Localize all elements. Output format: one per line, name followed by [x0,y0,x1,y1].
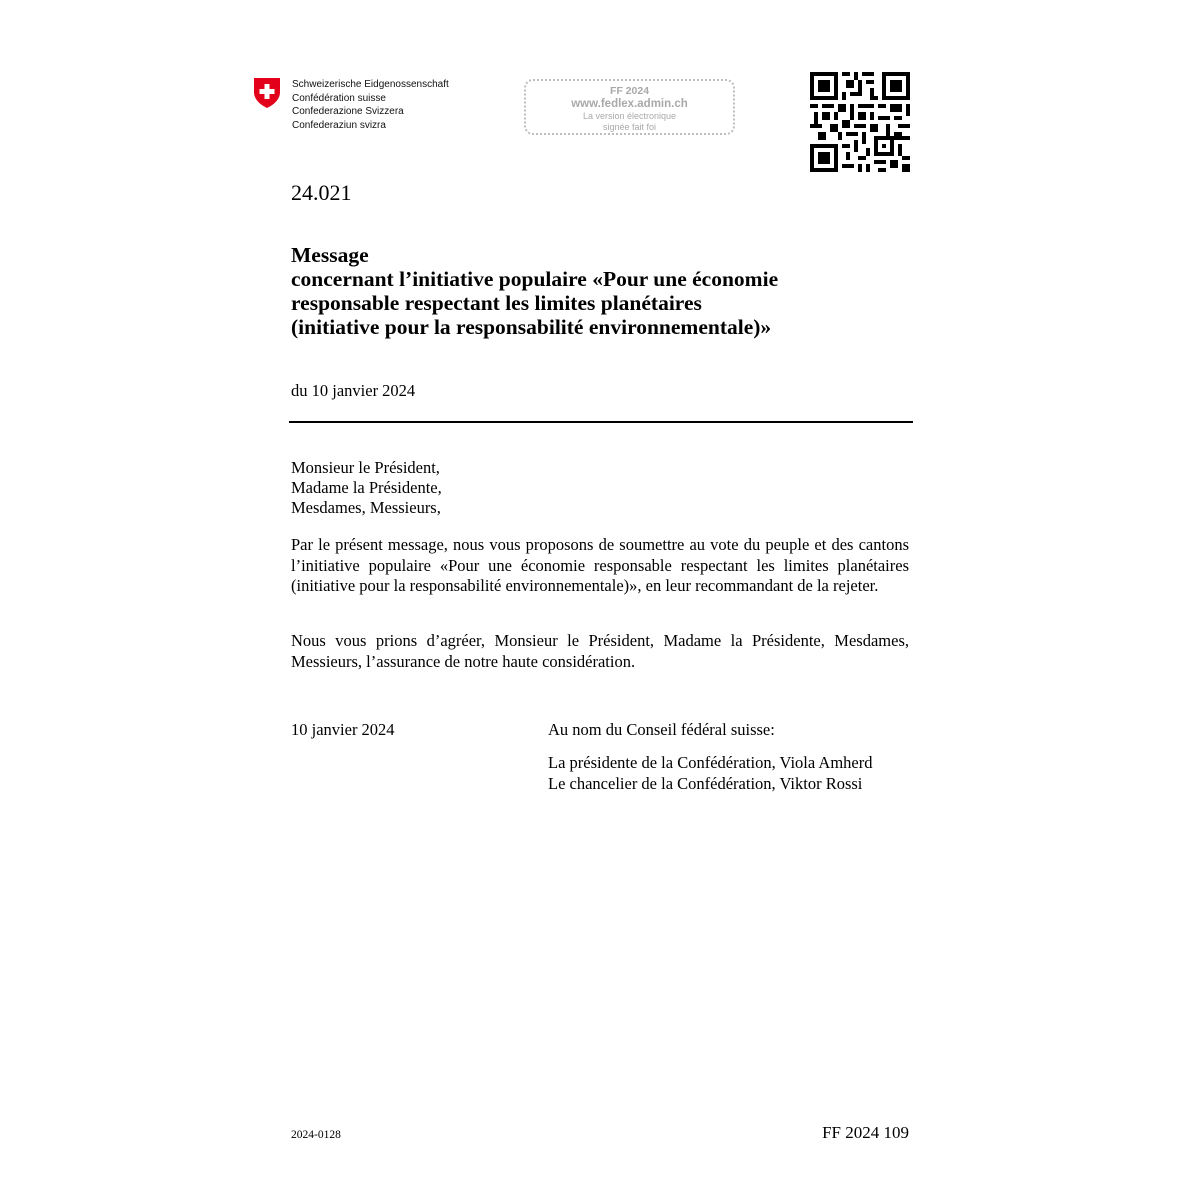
confederation-name-fr: Confédération suisse [292,92,386,104]
title-line: (initiative pour la responsabilité environnementale)» [291,315,772,339]
salutation-line: Madame la Présidente, [291,478,442,497]
signature-date: 10 janvier 2024 [291,720,395,739]
confederation-names [292,78,449,132]
electronic-version-stamp [524,79,735,135]
divider [289,421,913,423]
body-paragraph: Par le présent message, nous vous proposons de soumettre au vote du peuple et des cantons l’initiative populaire «Pour une économie responsable respectant les limites planétaires (initiative pour la responsabilité environnementale)», en leur recommandant de la rejeter. [291,535,909,595]
qr-code[interactable] [810,72,910,172]
stamp-site: www.fedlex.admin.ch [571,98,688,110]
title-line: responsable respectant les limites planétaires [291,291,702,315]
document-number: 24.021 [291,180,352,205]
footer-code: 2024-0128 [291,1129,341,1141]
confederation-name-it: Confederazione Svizzera [292,106,404,117]
document-date: du 10 janvier 2024 [291,381,416,400]
confederation-name-rm: Confederaziun svizra [292,119,386,131]
swiss-crest-logo [253,77,281,109]
salutation-line: Mesdames, Messieurs, [291,498,441,517]
stamp-note-1: La version électronique [582,111,677,121]
confederation-name-de: Schweizerische Eidgenossenschaft [292,79,449,90]
signer-president: La présidente de la Confédération, Viola Amherd [548,753,873,772]
document-title [291,243,911,339]
stamp-note-2: signée fait foi [602,122,657,132]
signer-chancellor: Le chancelier de la Confédération, Viktor Rossi [548,774,863,793]
council-line: Au nom du Conseil fédéral suisse: [548,720,775,739]
title-line: concernant l’initiative populaire «Pour une économie [291,267,779,291]
title-line: Message [291,243,369,267]
stamp-ref: FF 2024 [609,85,650,97]
salutation [291,458,442,518]
closing-paragraph: Nous vous prions d’agréer, Monsieur le Président, Madame la Présidente, Mesdames, Messieurs, l’assurance de notre haute considération. [291,631,909,671]
footer-reference: FF 2024 109 [822,1123,909,1142]
salutation-line: Monsieur le Président, [291,458,440,477]
signers [548,752,872,794]
